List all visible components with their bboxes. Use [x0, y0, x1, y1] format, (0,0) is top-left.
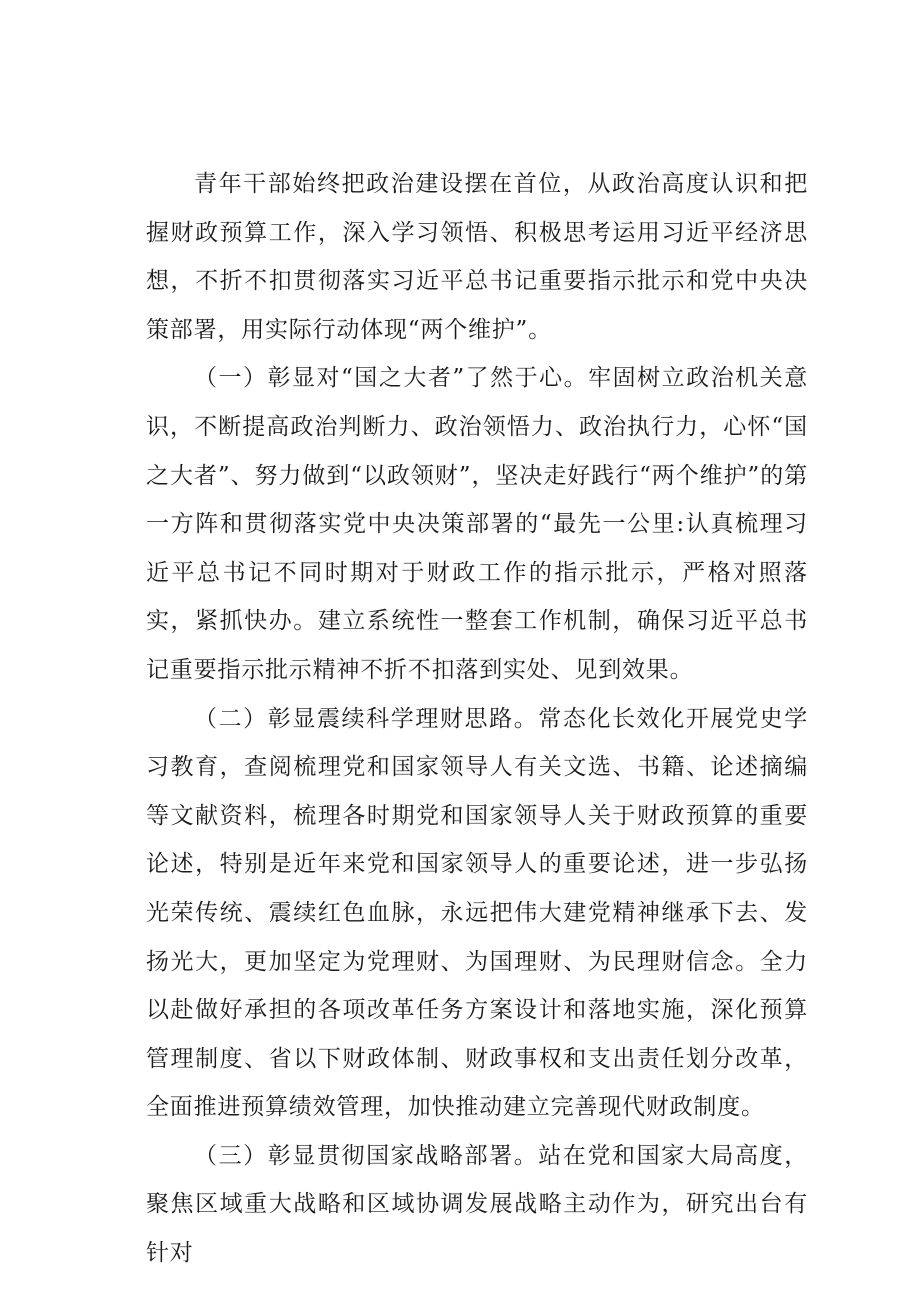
paragraph-section-2: （二）彰显震续科学理财思路。常态化长效化开展党史学习教育，查阅梳理党和国家领导人有关文选、书籍、论述摘编等文献资料，梳理各时期党和国家领导人关于财政预算的重要论述，特别是近年来党和国家领导人的重要论述，进一步弘扬光荣传统、震续红色血脉，永远把伟大建党精神继承下去、发扬光大，更加坚定为党理财、为国理财、为民理财信念。全力以赴做好承担的各项改革任务方案设计和落地实施，深化预算管理制度、省以下财政体制、财政事权和支出责任划分改革，全面推进预算绩效管理，加快推动建立完善现代财政制度。 [146, 705, 808, 1121]
paragraph-intro: 青年干部始终把政治建设摆在首位，从政治高度认识和把握财政预算工作，深入学习领悟、积极思考运用习近平经济思想，不折不扣贯彻落实习近平总书记重要指示批示和党中央决策部署，用实际行动体现“两个维护”。 [146, 171, 808, 343]
document-body [146, 160, 808, 1278]
paragraph-section-3: （三）彰显贯彻国家战略部署。站在党和国家大局高度，聚焦区域重大战略和区域协调发展战略主动作为，研究出台有针对 [146, 1142, 808, 1267]
paragraph-section-1: （一）彰显对“国之大者”了然于心。牢固树立政治机关意识，不断提高政治判断力、政治领悟力、政治执行力，心怀“国之大者”、努力做到“以政领财”，坚决走好践行“两个维护”的第一方阵和贯彻落实党中央决策部署的“最先一公里:认真梳理习近平总书记不同时期对于财政工作的指示批示，严格对照落实，紧抓快办。建立系统性一整套工作机制，确保习近平总书记重要指示批示精神不折不扣落到实处、见到效果。 [146, 365, 808, 683]
